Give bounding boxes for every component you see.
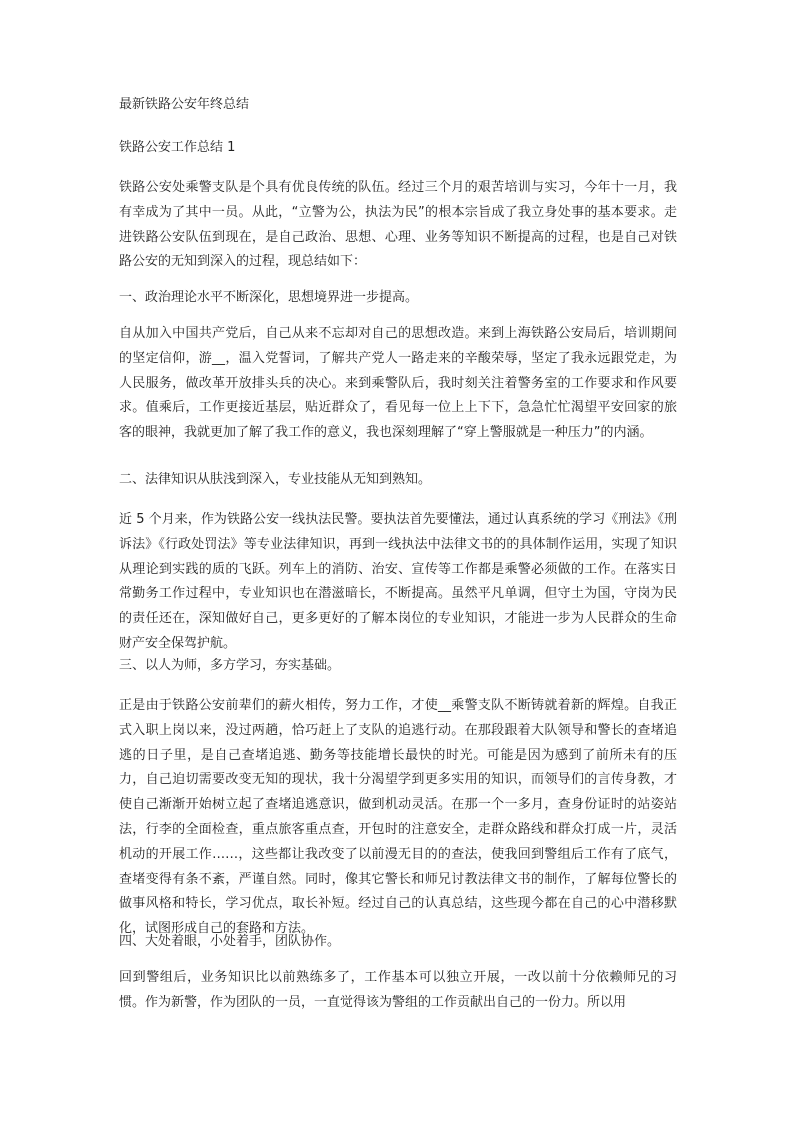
heading-4: 四、大处着眼，小处着手，团队协作。 (119, 934, 341, 949)
heading-2: 二、法律知识从肤浅到深入，专业技能从无知到熟知。 (119, 472, 432, 487)
heading-1: 一、政治理论水平不断深化，思想境界进一步提高。 (119, 290, 419, 305)
paragraph-1: 自从加入中国共产党后，自己从来不忘却对自己的思想改造。来到上海铁路公安局后，培训期间的坚定信仰，游__，温入党誓词，了解共产党人一路走来的辛酸荣辱，坚定了我永远跟党走，为人民服务，做改革开放排头兵的决心。来到乘警队后，我时刻关注着警务室的工作要求和作风要求。值乘后，工作更接近基层，贴近群众了，看见每一位上上下下，急急忙忙渴望平安回家的旅客的眼神，我就更加了解了我工作的意义，我也深刻理解了“穿上警服就是一种压力”的内涵。 (119, 326, 677, 441)
heading-3: 三、以人为师，多方学习，夯实基础。 (119, 658, 341, 673)
paragraph-4: 回到警组后，业务知识比以前熟练多了，工作基本可以独立开展，一改以前十分依赖师兄的习惯。作为新警，作为团队的一员，一直觉得该为警组的工作贡献出自己的一份力。所以用 (119, 970, 677, 1010)
paragraph-3: 正是由于铁路公安前辈们的薪火相传，努力工作，才使__乘警支队不断铸就着新的辉煌。自我正式入职上岗以来，没过两趟，恰巧赶上了支队的追逃行动。在那段跟着大队领导和警长的查堵追逃的日子里，是自己查堵追逃、勤务等技能增长最快的时光。可能是因为感到了前所未有的压力，自己迫切需要改变无知的现状，我十分渴望学到更多实用的知识，而领导们的言传身教，才使自己渐渐开始树立起了查堵追逃意识，做到机动灵活。在那一个一多月，查身份证时的站姿站法，行李的全面检查，重点旅客重点查，开包时的注意安全，走群众路线和群众打成一片，灵活机动的开展工作……，这些都让我改变了以前漫无目的的查法，使我回到警组后工作有了底气，查堵变得有条不紊，严谨自然。同时，像其它警长和师兄讨教法律文书的制作，了解每位警长的做事风格和特长，学习优点，取长补短。经过自己的认真总结，这些现今都在自己的心中潜移默化，试图形成自己的套路和方法。 (119, 698, 677, 937)
section-title: 铁路公安工作总结 1 (119, 140, 236, 155)
intro-paragraph: 铁路公安处乘警支队是个具有优良传统的队伍。经过三个月的艰苦培训与实习，今年十一月，我有幸成为了其中一员。从此，“立警为公，执法为民”的根本宗旨成了我立身处事的基本要求。走进铁路公安队伍到现在，是自己政治、思想、心理、业务等知识不断提高的过程，也是自己对铁路公安的无知到深入的过程，现总结如下： (119, 180, 677, 270)
document-title: 最新铁路公安年终总结 (119, 97, 250, 112)
paragraph-2: 近 5 个月来，作为铁路公安一线执法民警。要执法首先要懂法，通过认真系统的学习《刑法》《刑诉法》《行政处罚法》等专业法律知识，再到一线执法中法律文书的的具体制作运用，实现了知识从理论到实践的质的飞跃。列车上的消防、治安、宣传等工作都是乘警必须做的工作。在落实日常勤务工作过程中，专业知识也在潜滋暗长，不断提高。虽然平凡单调，但守土为国，守岗为民的责任还在，深知做好自己，更多更好的了解本岗位的专业知识，才能进一步为人民群众的生命财产安全保驾护航。 (119, 512, 677, 651)
